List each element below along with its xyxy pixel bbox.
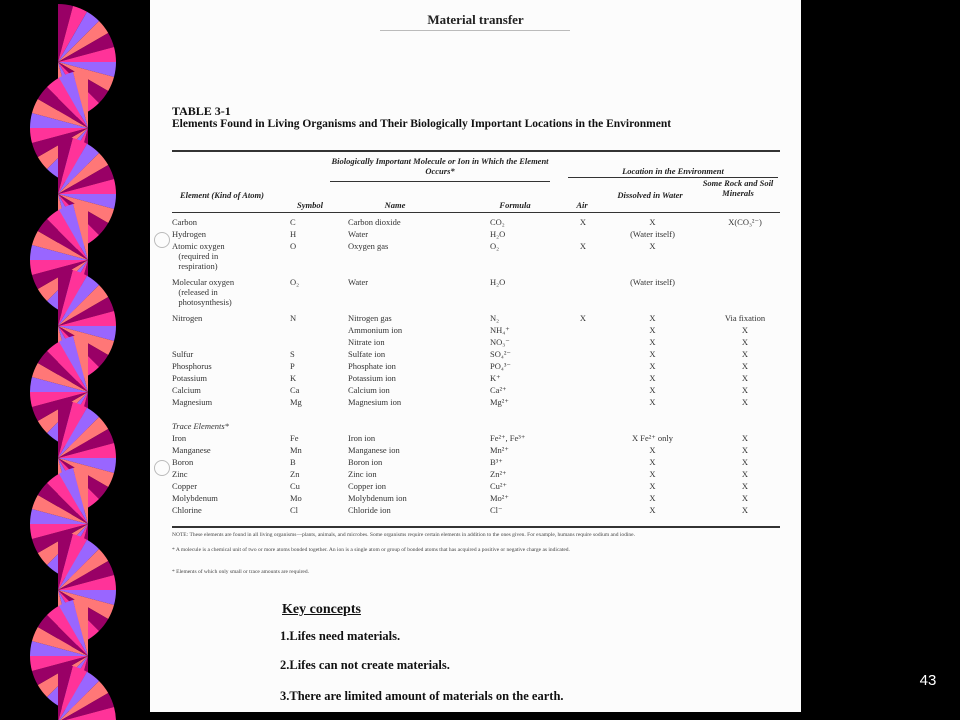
cell-symbol: B <box>290 457 296 467</box>
page-header: Material transfer <box>427 12 524 27</box>
cell-symbol: O₂ <box>290 277 300 287</box>
cell-water: X <box>649 325 656 335</box>
cell-symbol: C <box>290 217 296 227</box>
cell-element: Molybdenum <box>172 493 218 503</box>
cell-formula: Mg²⁺ <box>490 397 509 407</box>
cell-water: (Water itself) <box>630 277 675 287</box>
cell-formula: N₂ <box>490 313 500 323</box>
cell-rock: X <box>741 445 749 455</box>
fan-right <box>58 664 116 720</box>
table-footnote-trace: * Elements of which only small or trace amounts are required. <box>172 569 309 575</box>
cell-rock: X <box>741 493 749 503</box>
document-page <box>150 0 801 712</box>
cell-rock: X <box>741 397 749 407</box>
cell-symbol: Mo <box>290 493 302 503</box>
cell-symbol: P <box>290 361 295 371</box>
cell-formula: H₂O <box>490 229 506 239</box>
cell-symbol: Ca <box>290 385 300 395</box>
group-header-molecule: Biologically Important Molecule or Ion in Which the Element Occurs* <box>331 156 549 176</box>
cell-name: Copper ion <box>348 481 387 491</box>
cell-formula: O₂ <box>490 241 500 251</box>
cell-rock: X <box>741 469 749 479</box>
cell-symbol: S <box>290 349 295 359</box>
col-header-element: Element (Kind of Atom) <box>180 190 264 200</box>
cell-symbol: H <box>290 229 297 239</box>
cell-formula: SO₄²⁻ <box>490 349 511 359</box>
cell-element: Magnesium <box>172 397 213 407</box>
punch-hole <box>154 232 170 248</box>
cell-element: Atomic oxygen (required in respiration) <box>172 241 225 271</box>
cell-symbol: Fe <box>290 433 299 443</box>
cell-name: Phosphate ion <box>348 361 396 371</box>
cell-formula: Zn²⁺ <box>490 469 507 479</box>
cell-name: Calcium ion <box>348 385 390 395</box>
cell-rock: X <box>741 349 749 359</box>
cell-water: (Water itself) <box>630 229 675 239</box>
cell-formula: K⁺ <box>490 373 501 383</box>
cell-symbol: Cl <box>290 505 299 515</box>
cell-rock: Via fixation <box>724 313 766 323</box>
col-header-air: Air <box>576 200 588 210</box>
cell-water: X <box>649 493 656 503</box>
table-label: TABLE 3-1 <box>172 104 231 118</box>
table-top-rule <box>172 150 780 152</box>
col-header-name: Name <box>384 200 406 210</box>
cell-water: X <box>649 397 656 407</box>
cell-element: Sulfur <box>172 349 194 359</box>
cell-element: Iron <box>172 433 187 443</box>
cell-element: Hydrogen <box>172 229 206 239</box>
key-concept-item: 2.Lifes can not create materials. <box>280 658 450 672</box>
cell-water: X <box>649 445 656 455</box>
key-concept-item: 3.There are limited amount of materials on the earth. <box>280 689 564 703</box>
cell-name: Oxygen gas <box>348 241 389 251</box>
cell-name: Water <box>348 277 369 287</box>
cell-name: Boron ion <box>348 457 383 467</box>
cell-formula: Cu²⁺ <box>490 481 507 491</box>
cell-name: Sulfate ion <box>348 349 386 359</box>
table-title: Elements Found in Living Organisms and Their Biologically Important Locations in the Environment <box>172 118 672 130</box>
cell-name: Iron ion <box>348 433 376 443</box>
cell-symbol: Mg <box>290 397 302 407</box>
cell-rock: X <box>741 373 749 383</box>
cell-water: X <box>649 505 656 515</box>
cell-formula: Fe²⁺, Fe³⁺ <box>490 433 526 443</box>
cell-name: Chloride ion <box>348 505 391 515</box>
cell-element: Molecular oxygen (released in photosynthesis) <box>172 277 235 307</box>
cell-element: Potassium <box>172 373 207 383</box>
cell-formula: H₂O <box>490 277 506 287</box>
cell-element: Boron <box>172 457 194 467</box>
cell-element: Copper <box>172 481 198 491</box>
cell-element: Phosphorus <box>172 361 212 371</box>
cell-rock: X <box>741 505 749 515</box>
cell-formula: Mo²⁺ <box>490 493 509 503</box>
cell-name: Magnesium ion <box>348 397 402 407</box>
cell-element: Chlorine <box>172 505 202 515</box>
cell-water: X Fe²⁺ only <box>631 433 674 443</box>
cell-name: Ammonium ion <box>348 325 403 335</box>
cell-water: X <box>649 241 656 251</box>
cell-rock: X <box>741 385 749 395</box>
cell-element: Carbon <box>172 217 198 227</box>
cell-rock: X(CO₃²⁻) <box>728 217 762 227</box>
cell-symbol: Cu <box>290 481 300 491</box>
cell-element: Nitrogen <box>172 313 203 323</box>
cell-formula: Mn²⁺ <box>490 445 509 455</box>
cell-formula: Ca²⁺ <box>490 385 507 395</box>
col-header-water: Dissolved in Water <box>617 190 683 200</box>
cell-water: X <box>649 349 656 359</box>
cell-water: X <box>649 313 656 323</box>
cell-symbol: N <box>290 313 297 323</box>
slide-number: 43 <box>919 672 937 689</box>
decorative-fan-border <box>0 0 150 720</box>
cell-formula: NH₄⁺ <box>490 325 510 335</box>
group-header-location: Location in the Environment <box>622 166 724 176</box>
cell-symbol: Zn <box>290 469 300 479</box>
cell-water: X <box>649 385 656 395</box>
cell-air: X <box>579 217 587 227</box>
cell-name: Nitrogen gas <box>348 313 392 323</box>
cell-element: Zinc <box>172 469 188 479</box>
col-header-symbol: Symbol <box>297 200 323 210</box>
cell-formula: Cl⁻ <box>490 505 503 515</box>
cell-formula: NO₃⁻ <box>490 337 510 347</box>
cell-name: Zinc ion <box>348 469 377 479</box>
cell-element: Trace Elements* <box>172 421 229 431</box>
cell-water: X <box>649 337 656 347</box>
cell-rock: X <box>741 457 749 467</box>
header-bottom-rule <box>172 212 780 213</box>
cell-rock: X <box>741 337 749 347</box>
cell-name: Manganese ion <box>348 445 400 455</box>
col-header-rock: Some Rock and Soil Minerals <box>702 178 774 198</box>
cell-rock: X <box>741 325 749 335</box>
group-rule-molecule <box>330 181 550 182</box>
cell-water: X <box>649 361 656 371</box>
cell-name: Water <box>348 229 369 239</box>
cell-element: Manganese <box>172 445 211 455</box>
cell-name: Nitrate ion <box>348 337 385 347</box>
cell-air: X <box>579 313 587 323</box>
cell-formula: PO₄³⁻ <box>490 361 511 371</box>
cell-name: Potassium ion <box>348 373 396 383</box>
col-header-formula: Formula <box>499 200 531 210</box>
cell-rock: X <box>741 361 749 371</box>
header-rule <box>380 30 570 31</box>
cell-symbol: K <box>290 373 297 383</box>
cell-water: X <box>649 469 656 479</box>
cell-formula: CO₂ <box>490 217 505 227</box>
cell-air: X <box>579 241 587 251</box>
cell-name: Molybdenum ion <box>348 493 407 503</box>
cell-symbol: Mn <box>290 445 302 455</box>
cell-element: Calcium <box>172 385 201 395</box>
punch-hole <box>154 460 170 476</box>
cell-rock: X <box>741 433 749 443</box>
cell-symbol: O <box>290 241 297 251</box>
table-note: NOTE: These elements are found in all living organisms—plants, animals, and microbes. Some organisms require certain elements in addition to the ones given. For example, humans require sodium and iodine. <box>172 532 635 538</box>
key-concept-item: 1.Lifes need materials. <box>280 629 401 643</box>
key-concepts-title: Key concepts <box>282 602 361 617</box>
cell-rock: X <box>741 481 749 491</box>
cell-water: X <box>649 217 656 227</box>
cell-name: Carbon dioxide <box>348 217 401 227</box>
cell-water: X <box>649 457 656 467</box>
table-bottom-rule <box>172 526 780 528</box>
cell-water: X <box>649 373 656 383</box>
cell-formula: B³⁺ <box>490 457 503 467</box>
cell-water: X <box>649 481 656 491</box>
table-footnote-molecule: * A molecule is a chemical unit of two or more atoms bonded together. An ion is a single atom or group of bonded atoms that has acquired a positive or negative charge as indicated. <box>172 547 570 553</box>
